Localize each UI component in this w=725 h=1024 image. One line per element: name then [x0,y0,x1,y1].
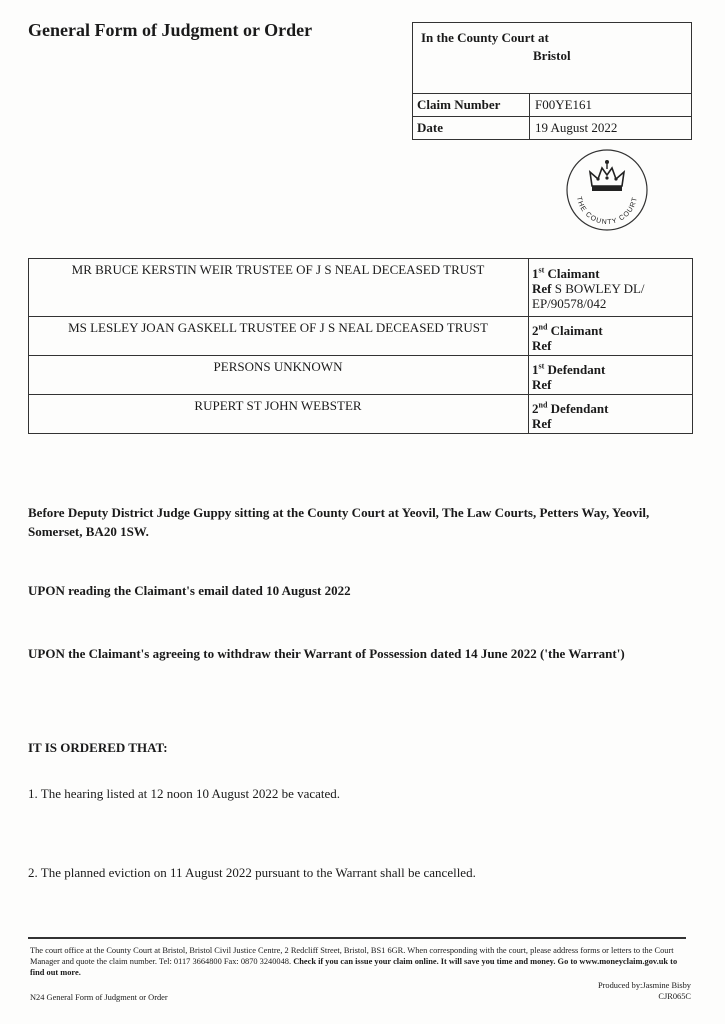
court-info-box [412,22,692,140]
court-name: Bristol [533,48,571,63]
crown-icon [590,160,624,191]
date-row [413,116,691,140]
party-name: PERSONS UNKNOWN [213,359,343,374]
footer-divider [28,937,686,939]
party-role: 1st Claimant Ref S BOWLEY DL/ EP/90578/042 [532,266,645,312]
party-row [29,259,692,316]
party-role: 2nd Claimant Ref [532,323,603,354]
claim-number-label: Claim Number [417,97,501,112]
form-code: CJR065C [658,992,691,1001]
form-name: N24 General Form of Judgment or Order [30,993,168,1002]
party-role: 2nd Defendant Ref [532,401,609,432]
parties-table [28,258,693,434]
party-row [29,316,692,355]
party-name: RUPERT ST JOHN WEBSTER [194,398,362,413]
party-row [29,355,692,394]
date-label: Date [417,120,443,135]
court-seal-icon [565,148,649,232]
party-name: MS LESLEY JOAN GASKELL TRUSTEE OF J S NEAL DECEASED TRUST [68,320,488,335]
claim-number-row [413,93,691,117]
produced-by: Produced by:Jasmine Bisby [597,981,691,990]
footer-online-text: Check if you can issue your claim online. It will save you time and money. Go to www.moneyclaim.gov.uk to find out more. [30,957,678,977]
court-header [413,23,691,94]
party-name: MR BRUCE KERSTIN WEIR TRUSTEE OF J S NEAL DECEASED TRUST [71,262,485,277]
produced-by-block [598,980,691,1002]
ordered-heading: IT IS ORDERED THAT: [28,740,168,755]
order-item-1: 1. The hearing listed at 12 noon 10 August 2022 be vacated. [28,786,341,801]
claim-number-value: F00YE161 [535,97,593,112]
upon-agreeing-text: UPON the Claimant's agreeing to withdraw their Warrant of Possession dated 14 June 2022 ('the Warrant') [28,646,625,661]
court-label: In the County Court at [421,30,549,45]
before-judge-text: Before Deputy District Judge Guppy sitting at the County Court at Yeovil, The Law Courts, Petters Way, Yeovil, Somerset, BA20 1SW. [28,505,650,539]
date-value: 19 August 2022 [535,120,618,135]
svg-text:THE COUNTY COURT [575,196,639,226]
footer-notice [30,945,690,978]
seal-text: THE COUNTY COURT [575,196,639,227]
document-title: General Form of Judgment or Order [28,20,313,40]
party-row [29,394,692,433]
order-item-2: 2. The planned eviction on 11 August 2022 pursuant to the Warrant shall be cancelled. [28,865,476,880]
upon-reading-text: UPON reading the Claimant's email dated 10 August 2022 [28,583,351,598]
footer-contact-text: The court office at the County Court at Bristol, Bristol Civil Justice Centre, 2 Redcliff Street, Bristol, BS1 6GR. When corresponding with the court, please address forms or letters to the Court Manager and quote the claim number. Tel: 0117 3664800 Fax: 0870 3240048. [30,946,674,966]
party-role: 1st Defendant Ref [532,362,606,393]
